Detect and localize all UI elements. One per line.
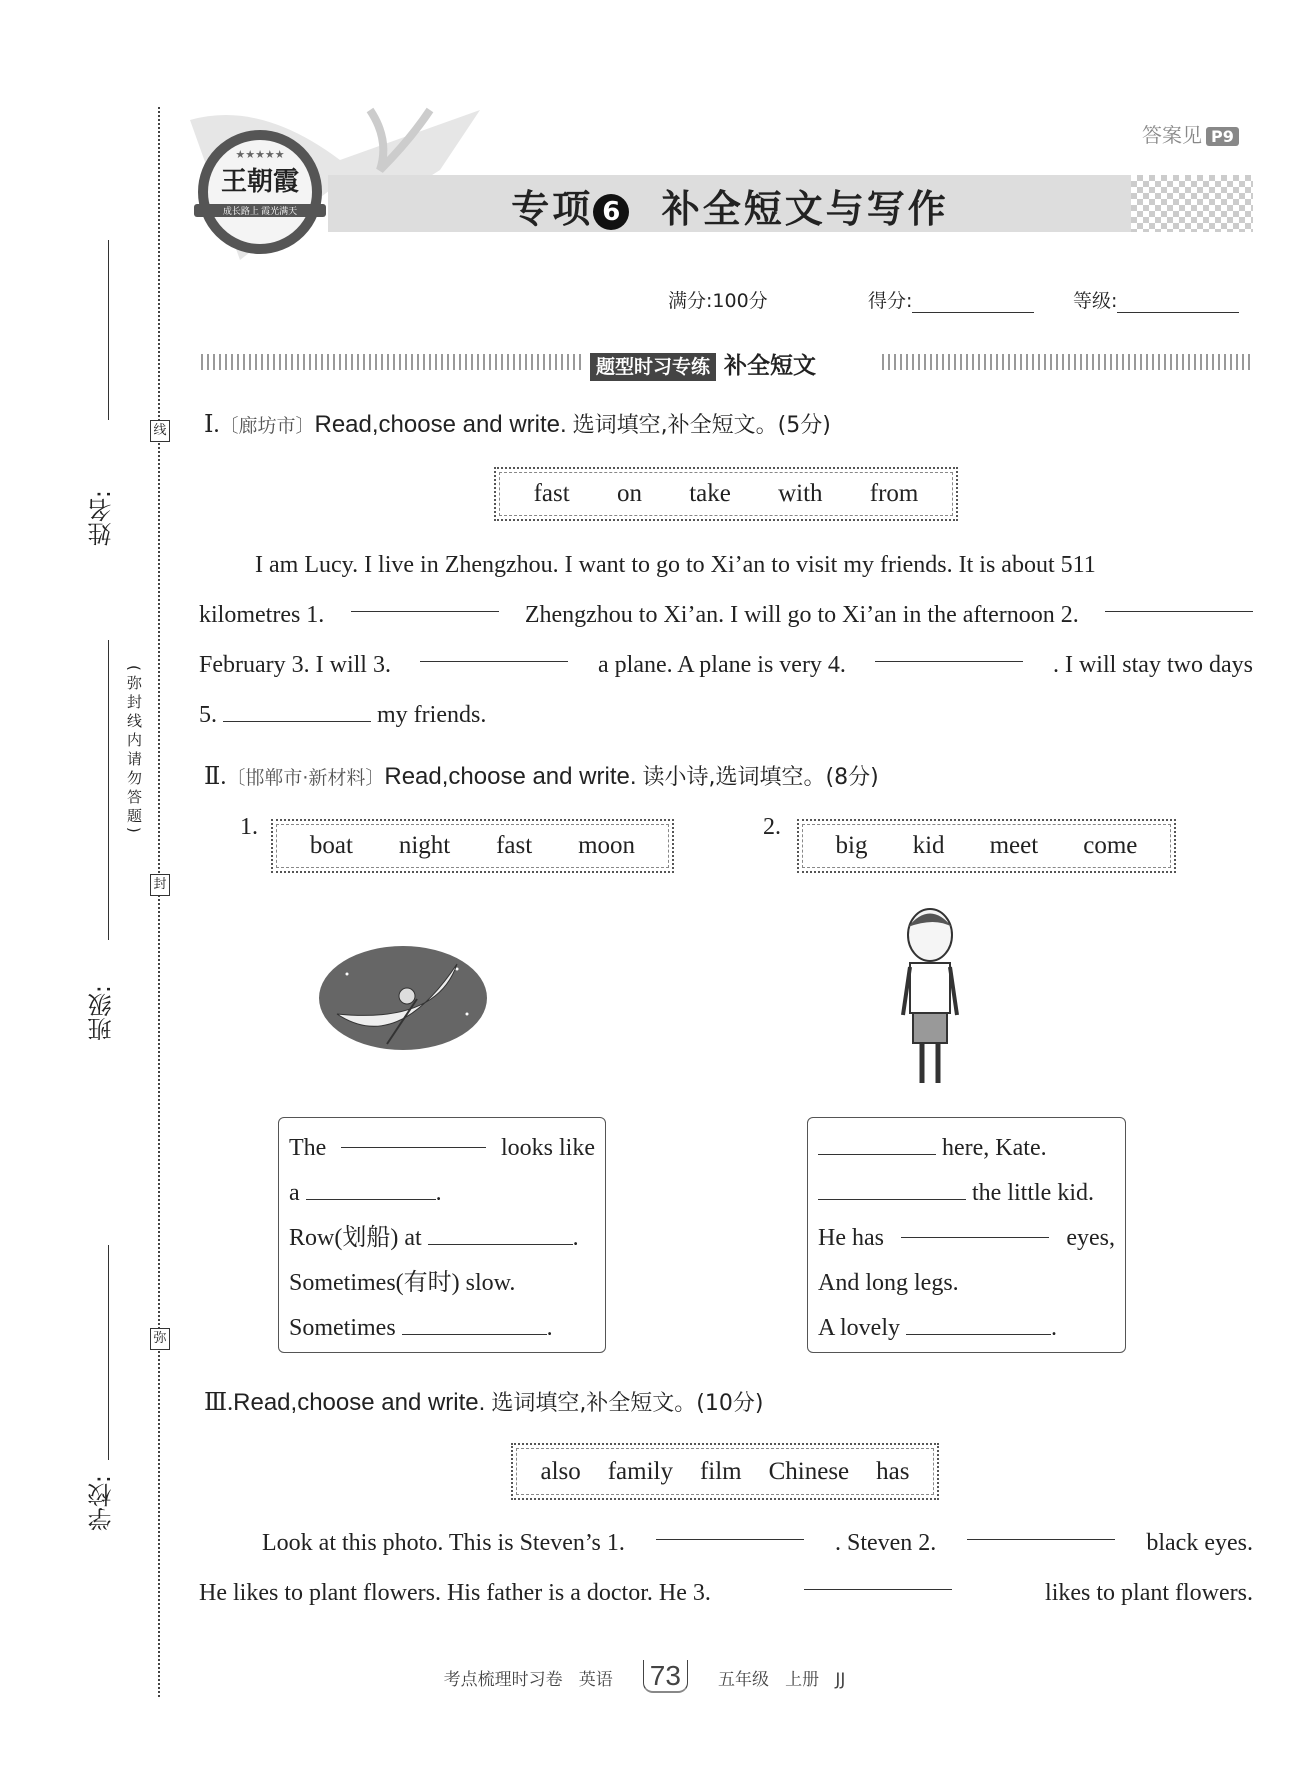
- q3-blank-1[interactable]: [656, 1518, 804, 1540]
- q3-blank-2[interactable]: [967, 1518, 1115, 1540]
- seal-mark-seal: 封: [150, 874, 170, 896]
- q1-blank-2[interactable]: [1105, 590, 1253, 612]
- q3-word-box: also family film Chinese has: [511, 1443, 939, 1500]
- poem1-blank-2[interactable]: [306, 1178, 436, 1200]
- q1-blank-5[interactable]: [223, 700, 371, 722]
- seal-dotted-line: [158, 107, 160, 1697]
- seal-mark-line: 线: [150, 420, 170, 442]
- logo-stars-icon: ★★★★★: [235, 149, 285, 161]
- name-underline: [108, 240, 109, 420]
- q3-passage: Look at this photo. This is Steven’s 1. . Steven 2. black eyes. He likes to plant flowers. His father is a doctor. He 3. likes to plant flowers.: [199, 1518, 1253, 1618]
- title-number: 6: [593, 194, 629, 230]
- page-title: 专项 6 补全短文与写作: [511, 187, 949, 231]
- section-header: 题型时习专练 补全短文: [590, 347, 816, 380]
- q1-blank-1[interactable]: [351, 590, 499, 612]
- poem2-blank-1[interactable]: [818, 1133, 936, 1155]
- class-label: 班级:: [88, 985, 116, 1042]
- school-label: 学校:: [88, 1475, 116, 1532]
- q3-heading: Ⅲ.Read,choose and write. 选词填空,补全短文。(10分): [204, 1389, 764, 1416]
- q1-word-box: fast on take with from: [494, 467, 958, 521]
- score-field: 得分:: [868, 286, 1034, 313]
- poem2-blank-4[interactable]: [906, 1313, 1051, 1335]
- q1-heading: Ⅰ.〔廊坊市〕Read,choose and write. 选词填空,补全短文。(5分): [204, 411, 831, 438]
- q2-part1-word-box: boat night fast moon: [271, 819, 674, 873]
- name-label: 姓名:: [88, 490, 116, 547]
- section-divider-right: [882, 354, 1252, 370]
- checker-decoration: [1131, 175, 1253, 232]
- poem2-blank-2[interactable]: [818, 1178, 966, 1200]
- poem1-blank-3[interactable]: [428, 1223, 573, 1245]
- answer-reference: 答案见 P9: [1142, 119, 1239, 148]
- grade-field: 等级:: [1073, 286, 1239, 313]
- full-marks: 满分:100分: [668, 290, 768, 312]
- poem1-blank-1[interactable]: [341, 1126, 486, 1148]
- q2-part2-number: 2.: [763, 814, 781, 840]
- q1-blank-4[interactable]: [875, 640, 1023, 662]
- boy-illustration: [895, 905, 965, 1095]
- page-number: 73: [643, 1660, 688, 1693]
- poem1-blank-4[interactable]: [402, 1313, 547, 1335]
- q1-passage: I am Lucy. I live in Zhengzhou. I want to go to Xi’an to visit my friends. It is about 511 kilometres 1. Zhengzhou to Xi’an. I will go to Xi’an in the afternoon 2. February 3. I will 3. a plane. A plane is very 4. . I will stay two days 5. my friends.: [199, 552, 1253, 728]
- q1-blank-3[interactable]: [420, 640, 568, 662]
- seal-mark-mi: 弥: [150, 1328, 170, 1350]
- section-divider-left: [201, 354, 581, 370]
- school-underline: [108, 1245, 109, 1460]
- q3-blank-3[interactable]: [804, 1568, 952, 1590]
- poem2-blank-3[interactable]: [901, 1216, 1049, 1238]
- q2-heading: Ⅱ.〔邯郸市·新材料〕Read,choose and write. 读小诗,选词填空。(8分): [204, 763, 879, 790]
- q2-part1-number: 1.: [240, 814, 258, 840]
- moon-boat-illustration: [317, 944, 489, 1052]
- page-footer: 考点梳理时习卷 英语 73 五年级 上册 JJ: [443, 1660, 846, 1691]
- seal-note: (弥封线内请勿答题): [125, 665, 143, 837]
- q2-part1-poem: The looks like a . Row(划船) at . Sometimes(有时) slow. Sometimes .: [278, 1117, 606, 1353]
- brand-logo: ★★★★★ 王朝霞 成长路上 霞光满天: [198, 130, 322, 254]
- q2-part2-word-box: big kid meet come: [797, 819, 1176, 873]
- q2-part2-poem: here, Kate. the little kid. He has eyes, And long legs. A lovely .: [807, 1117, 1126, 1353]
- class-underline: [108, 640, 109, 940]
